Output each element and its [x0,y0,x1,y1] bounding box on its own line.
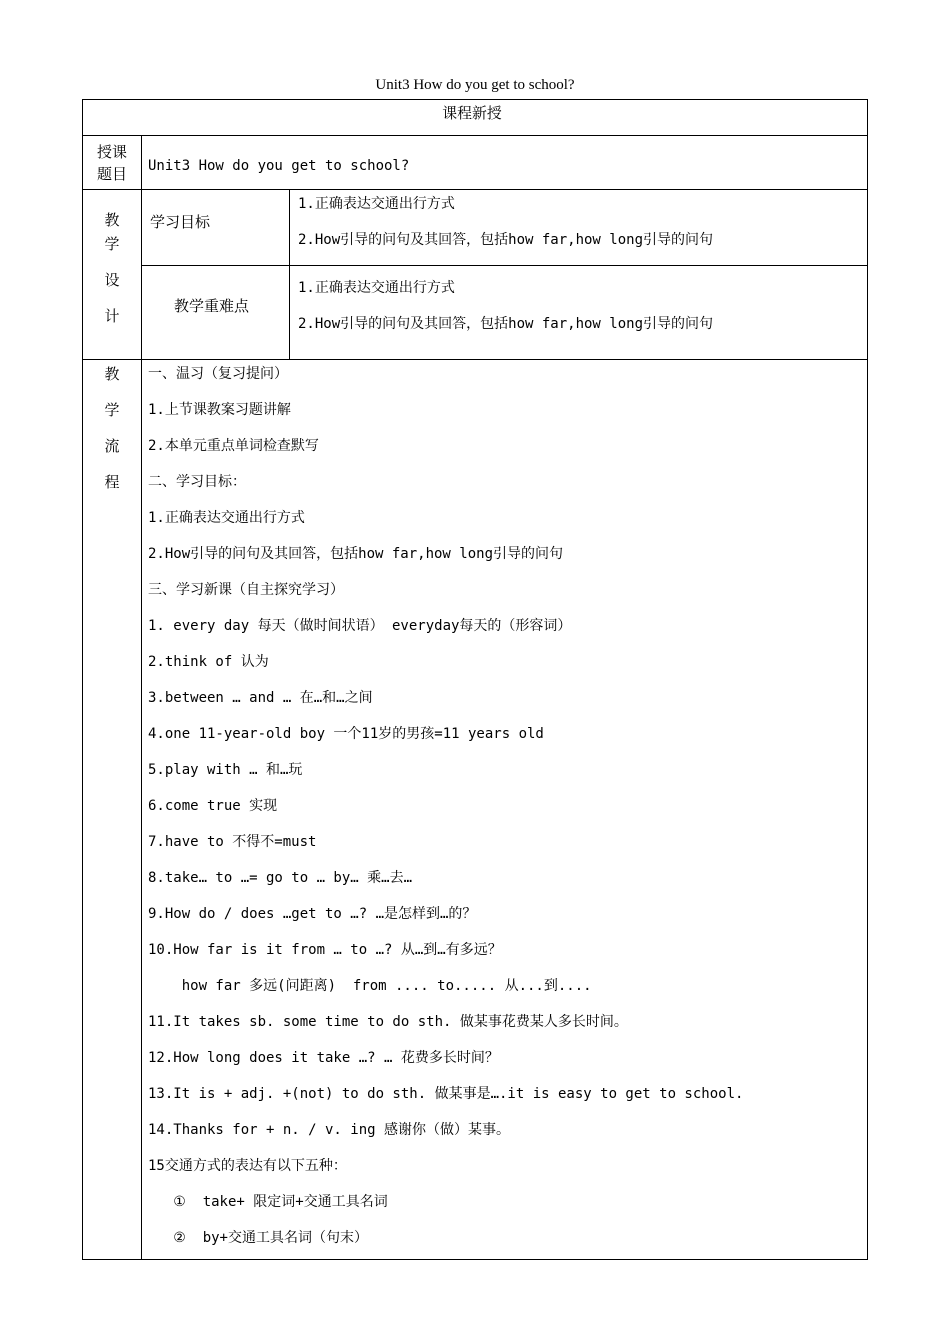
row-divider [141,265,868,266]
flow-line: 二、学习目标： [148,474,246,490]
keypoint-item: 2.How引导的问句及其回答，包括how far,how long引导的问句 [298,316,714,332]
row-divider [82,189,868,190]
objective-item: 2.How引导的问句及其回答，包括how far,how long引导的问句 [298,232,714,248]
flow-line: 6.come true 实现 [148,798,278,814]
flow-line: 一、温习（复习提问） [148,366,288,382]
flow-line: 1.正确表达交通出行方式 [148,510,305,526]
flow-line: 4.one 11-year-old boy 一个11岁的男孩=11 years old [148,726,544,742]
flow-line: 12.How long does it take …? … 花费多长时间？ [148,1050,499,1066]
flow-line: 3.between … and … 在…和…之间 [148,690,373,706]
flow-line: 9.How do / does …get to …? …是怎样到…的？ [148,906,477,922]
keypoint-item: 1.正确表达交通出行方式 [298,280,455,296]
topic-value: Unit3 How do you get to school? [148,158,410,174]
flow-line: ① take+ 限定词+交通工具名词 [148,1194,388,1210]
flow-line: 10.How far is it from … to …? 从…到…有多远？ [148,942,502,958]
flow-line: 2.think of 认为 [148,654,269,670]
topic-label: 授课 题目 [96,143,127,183]
row-divider [82,359,868,360]
column-divider [289,189,290,359]
flow-line: how far 多远(问距离) from .... to..... 从...到.... [148,978,592,994]
objectives-label: 学习目标 [150,213,211,231]
flow-line: 5.play with … 和…玩 [148,762,303,778]
design-label: 教 学 设 计 [104,211,120,325]
table-header: 课程新授 [442,104,502,122]
flow-line: 13.It is + adj. +(not) to do sth. 做某事是….it is easy to get to school. [148,1086,744,1102]
flow-line: 14.Thanks for + n. / v. ing 感谢你（做）某事。 [148,1122,511,1138]
flow-line: 8.take… to …= go to … by… 乘…去… [148,870,413,886]
document-title: Unit3 How do you get to school? [375,77,575,93]
flow-line: 11.It takes sb. some time to do sth. 做某事花费某人多长时间。 [148,1014,628,1030]
flow-line: 2.本单元重点单词检查默写 [148,438,319,454]
flow-line: 7.have to 不得不=must [148,834,317,850]
column-divider [141,135,142,1260]
flow-line: 2.How引导的问句及其回答，包括how far,how long引导的问句 [148,546,564,562]
flow-line: 15交通方式的表达有以下五种： [148,1158,347,1174]
keypoints-label: 教学重难点 [174,297,250,315]
objective-item: 1.正确表达交通出行方式 [298,196,455,212]
flow-line: 1. every day 每天（做时间状语） everyday每天的（形容词） [148,618,572,634]
flow-line: 1.上节课教案习题讲解 [148,402,291,418]
flow-line: 三、学习新课（自主探究学习） [148,582,344,598]
flow-line: ② by+交通工具名词（句末） [148,1230,368,1246]
row-divider [82,135,868,136]
flow-label: 教 学 流 程 [104,365,120,491]
